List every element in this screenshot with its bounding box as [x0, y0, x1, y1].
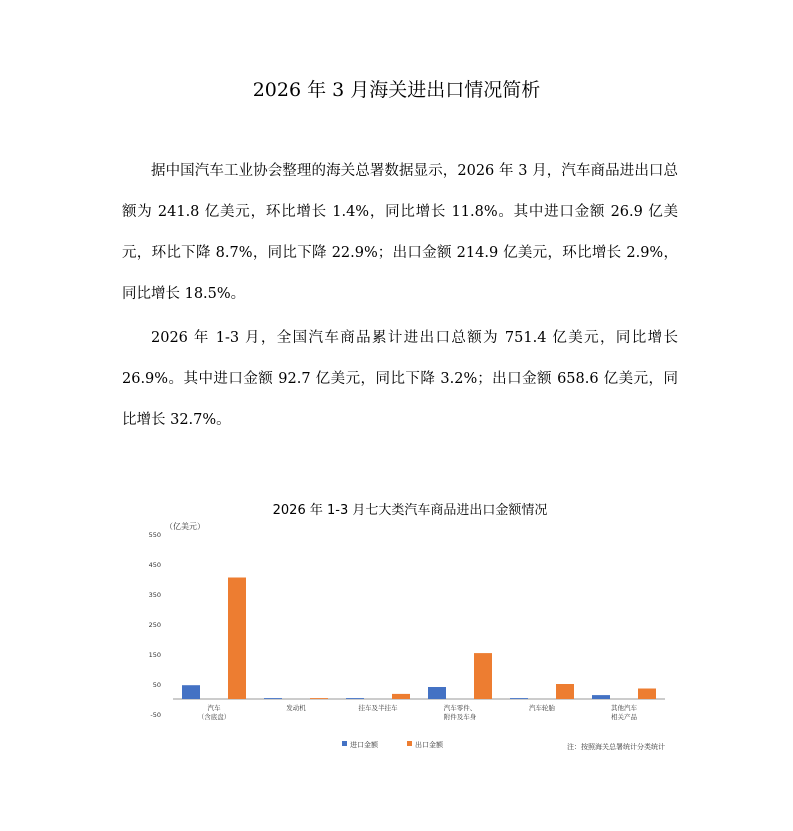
legend-label: 出口金额	[415, 741, 443, 749]
chart-container	[145, 490, 675, 760]
bar-import	[592, 695, 610, 699]
chart-title: 2026 年 1-3 月七大类汽车商品进出口金额情况	[272, 503, 548, 518]
bar-export	[556, 684, 574, 699]
bar-export	[310, 698, 328, 699]
y-axis-unit-label: （亿美元）	[165, 522, 205, 531]
bar-import	[428, 687, 446, 699]
bar-import	[182, 685, 200, 699]
bar-export	[638, 689, 656, 700]
x-tick-label: 汽车轮胎	[529, 704, 555, 712]
x-tick-label: 汽车零件、	[443, 704, 477, 712]
bar-export	[392, 694, 410, 699]
paragraph-q1-summary: 2026 年 1-3 月，全国汽车商品累计进出口总额为 751.4 亿美元，同比增长 26.9%。其中进口金额 92.7 亿美元，同比下降 3.2%；出口金额 658.6 亿美元，同比增长 32.7%。	[122, 330, 678, 428]
y-tick-label: 50	[152, 681, 161, 689]
x-tick-label: 汽车	[207, 704, 221, 712]
x-tick-label: 相关产品	[611, 713, 637, 721]
chart-note: 注：按照海关总署统计分类统计	[567, 743, 665, 751]
bar-export	[474, 653, 492, 699]
y-tick-label: 450	[148, 561, 161, 569]
y-tick-label: -50	[150, 711, 161, 719]
x-tick-label: 挂车及半挂车	[358, 704, 398, 712]
x-tick-label: 发动机	[286, 704, 306, 712]
legend-swatch	[342, 741, 347, 746]
y-tick-label: 350	[148, 591, 161, 599]
bar-import	[510, 698, 528, 699]
y-tick-label: 250	[148, 621, 161, 629]
y-tick-label: 150	[148, 651, 161, 659]
paragraph-march-summary: 据中国汽车工业协会整理的海关总署数据显示，2026 年 3 月，汽车商品进出口总额为 241.8 亿美元，环比增长 1.4%，同比增长 11.8%。其中进口金额 26.9 亿美元，环比下降 8.7%，同比下降 22.9%；出口金额 214.9 亿美元，环比增长 2.9%，同比增长 18.5%。	[122, 163, 678, 302]
legend-label: 进口金额	[350, 741, 378, 749]
document-title: 2026 年 3 月海关进出口情况简析	[252, 79, 541, 101]
bar-import	[346, 698, 364, 699]
y-tick-label: 550	[148, 531, 161, 539]
bar-export	[228, 578, 246, 700]
bar-chart	[145, 490, 675, 760]
bar-import	[264, 698, 282, 699]
x-tick-label: 附件及车身	[443, 713, 477, 721]
x-tick-label: 其他汽车	[611, 704, 637, 712]
x-tick-label: （含底盘）	[197, 713, 231, 721]
legend-swatch	[407, 741, 412, 746]
